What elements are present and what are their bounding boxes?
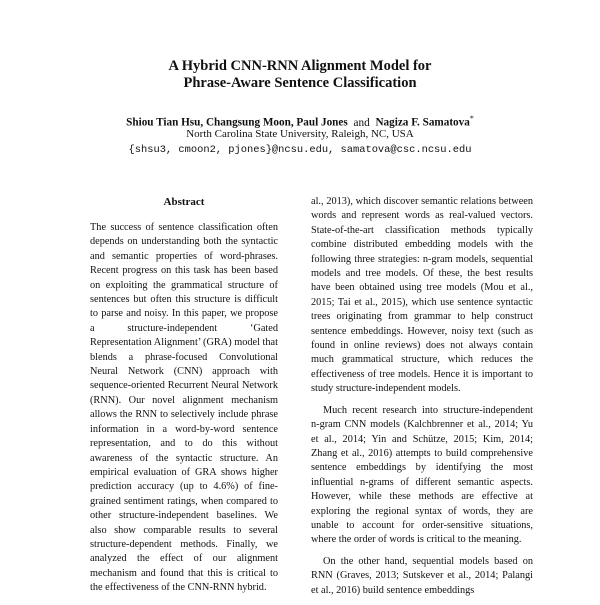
abstract-column	[90, 221, 278, 603]
authors-primary: Shiou Tian Hsu, Changsung Moon, Paul Jones	[126, 116, 348, 129]
abstract-text: The success of sentence classification often depends on understanding both the syntactic and semantic properties of word-phrases. Recent progress on this task has been based on exploiting the grammatical structure of sentences but often this structure is difficult to parse and noisy. In this paper, we propose a structure-independent ‘Gated Representation Alignment’ (GRA) model that blends a phrase-focused Convolutional Neural Network (CNN) approach with sequence-oriented Recurrent Neural Network (RNN). Our novel alignment mechanism allows the RNN to selectively include phrase information in a word-by-word sentence representation, and to do this without awareness of the syntactic structure. An empirical evaluation of GRA shows higher prediction accuracy (up to 4.6%) of fine-grained sentiment ratings, when compared to other structure-independent baselines. We also show comparable results to several structure-dependent methods. Finally, we analyzed the effect of our alignment mechanism and found that this is critical to the effectiveness of the CNN-RNN hybrid.	[90, 222, 278, 594]
body-paragraph-1: al., 2013), which discover semantic relations between words and represent words as real-valued vectors. State-of-the-art classification methods typically combine distributed embedding models with the following three strategies: n-gram models, sequential models and tree models. Of these, the best results have been obtained using tree models (Mou et al., 2015; Tai et al., 2015), which use sentence syntactic trees originating from grammar to help construct sentence embeddings. However, noisy text (such as found in online reviews) does not always contain much grammatical structure, which reduces the effectiveness of tree models. Hence it is important to study structure-independent models.	[311, 196, 533, 395]
title-line-1: A Hybrid CNN-RNN Alignment Model for	[168, 58, 432, 74]
paper-title	[0, 58, 600, 92]
body-paragraph-3: On the other hand, sequential models based on RNN (Graves, 2013; Sutskever et al., 2014; Palangi et al., 2016) build sentence embeddings	[311, 555, 533, 596]
author-emails: {shsu3, cmoon2, pjones}@ncsu.edu, samatova@csc.ncsu.edu	[128, 144, 472, 156]
authors-and: and	[353, 116, 370, 129]
author-last: Nagiza F. Samatova	[375, 116, 470, 129]
affiliation: North Carolina State University, Raleigh, NC, USA	[186, 128, 414, 140]
abstract-heading: Abstract	[163, 196, 205, 208]
body-column	[311, 195, 533, 605]
body-paragraph-2: Much recent research into structure-independent n-gram CNN models (Kalchbrenner et al., 2014; Yu et al., 2014; Yin and Schütze, 2015; Kim, 2014; Zhang et al., 2016) attempts to build comprehensive sentence embeddings by identifying the most influential n-grams of different semantic aspects. However, while these methods are effective at exploring the regional syntax of words, they are unable to account for order-sensitive situations, where the order of words is critical to the meaning.	[311, 404, 533, 546]
author-mark: *	[469, 114, 474, 123]
title-line-2: Phrase-Aware Sentence Classification	[183, 75, 417, 91]
